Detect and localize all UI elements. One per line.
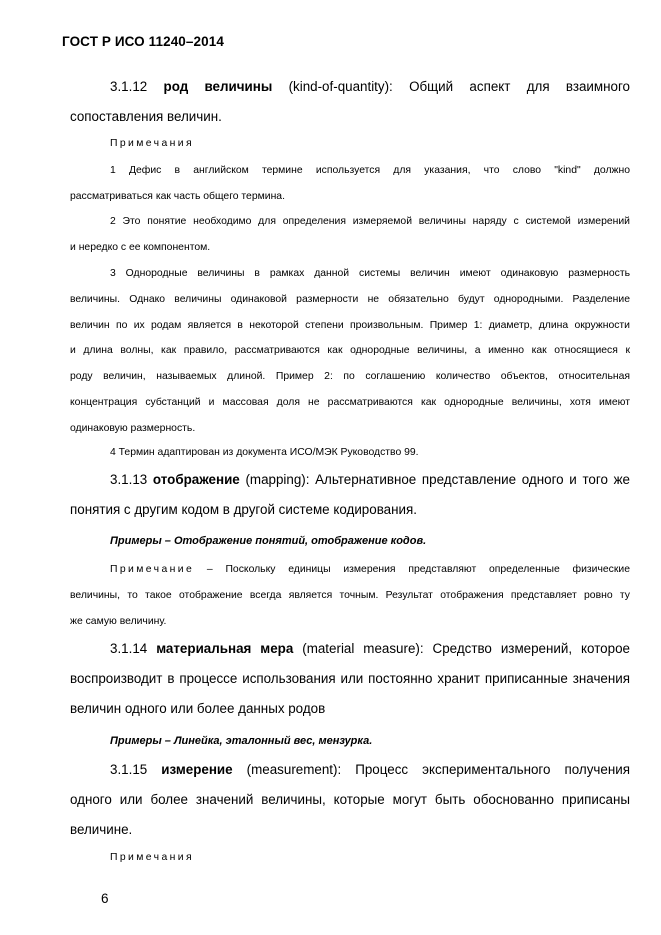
note-1: [70, 158, 630, 210]
term-3-1-12: [70, 72, 630, 132]
standard-header: ГОСТ Р ИСО 11240–2014: [62, 34, 224, 49]
note-3-1-13-line3: же самую величину.: [70, 615, 167, 627]
term-definition-cont: воспроизводит в процессе использования или постоянно хранит приписанные значения: [70, 671, 630, 686]
note-3-line: концентрация субстанций и массовая доля не рассматриваются как однородные величины, хотя имеют: [70, 396, 630, 408]
term-3-1-15-line1: [70, 755, 630, 785]
note-3-line: одинаковую размерность.: [70, 422, 196, 434]
term-name: отображение: [152, 472, 240, 487]
term-definition-cont: величин одного или более данных родов: [70, 701, 326, 716]
term-name: род величины: [163, 79, 273, 94]
term-definition-cont: одного или более значений величины, которые могут быть обоснованно приписаны: [70, 792, 630, 807]
note-3-line: величины. Однако величины одинаковой размерности не обязательно будут однородными. Разделение: [70, 293, 630, 305]
term-3-1-14-line1: [70, 634, 630, 664]
term-3-1-13-line1: [70, 465, 630, 495]
note-3-line: величин по их родам является в некоторой степени произвольным. Пример 1: диаметр, длина окружности: [70, 319, 630, 331]
term-english: (kind-of-quantity):: [288, 79, 393, 94]
notes-heading: Примечания: [110, 138, 194, 149]
note-4: 4 Термин адаптирован из документа ИСО/МЭК Руководство 99.: [110, 447, 419, 458]
note-text: – Поскольку единицы измерения представляют определенные физические: [206, 564, 630, 575]
note-3: [70, 261, 630, 442]
term-name: материальная мера: [156, 641, 294, 656]
examples-3-1-14: Примеры – Линейка, эталонный вес, мензурка.: [110, 735, 373, 747]
note-1-line2: рассматриваться как часть общего термина.: [70, 190, 285, 202]
note-2-line1: 2 Это понятие необходимо для определения измеряемой величины наряду с системой измерений: [110, 216, 630, 227]
term-definition-cont: понятия с другим кодом в другой системе кодирования.: [70, 502, 417, 517]
term-definition-cont: величине.: [70, 822, 133, 837]
term-name: измерение: [161, 762, 233, 777]
note-2-line2: и нередко с ее компонентом.: [70, 241, 211, 253]
term-number: 3.1.14: [110, 641, 148, 656]
examples-3-1-13: Примеры – Отображение понятий, отображение кодов.: [110, 535, 427, 547]
note-3-1-13-line2: величины, то такое отображение всегда является точным. Результат отображения представляет ровно ту: [70, 589, 630, 601]
note-label: Примечание: [110, 564, 195, 575]
term-definition: (material measure): Средство измерений, которое: [302, 641, 630, 656]
term-definition: Общий аспект для взаимного: [409, 79, 630, 94]
note-1-line1: 1 Дефис в английском термине используется для указания, что слово "kind" должно: [110, 165, 630, 176]
term-number: 3.1.12: [110, 79, 148, 94]
term-definition: (mapping): Альтернативное представление одного и того же: [245, 472, 630, 487]
term-definition-cont: сопоставления величин.: [70, 109, 222, 124]
note-3-1-13: [70, 557, 630, 634]
note-2: [70, 209, 630, 261]
term-3-1-14: [70, 634, 630, 724]
note-3-line: роду величин, называемых длиной. Пример 2: по соглашению количество объектов, относительная: [70, 371, 630, 383]
term-definition: (measurement): Процесс экспериментального получения: [246, 762, 630, 777]
notes-heading-2: Примечания: [110, 852, 194, 863]
note-3-line: и длина волны, как правило, рассматриваются как однородные величины, а именно как относящиеся к: [70, 345, 630, 357]
term-3-1-15: [70, 755, 630, 845]
term-number: 3.1.15: [110, 762, 148, 777]
term-3-1-12-line1: [70, 72, 630, 102]
note-3-1-13-line1: [70, 557, 630, 583]
term-3-1-13: [70, 465, 630, 525]
term-number: 3.1.13: [110, 472, 148, 487]
note-3-line: 3 Однородные величины в рамках данной системы величин имеют одинаковую размерность: [110, 268, 630, 279]
page-number: 6: [101, 891, 109, 906]
